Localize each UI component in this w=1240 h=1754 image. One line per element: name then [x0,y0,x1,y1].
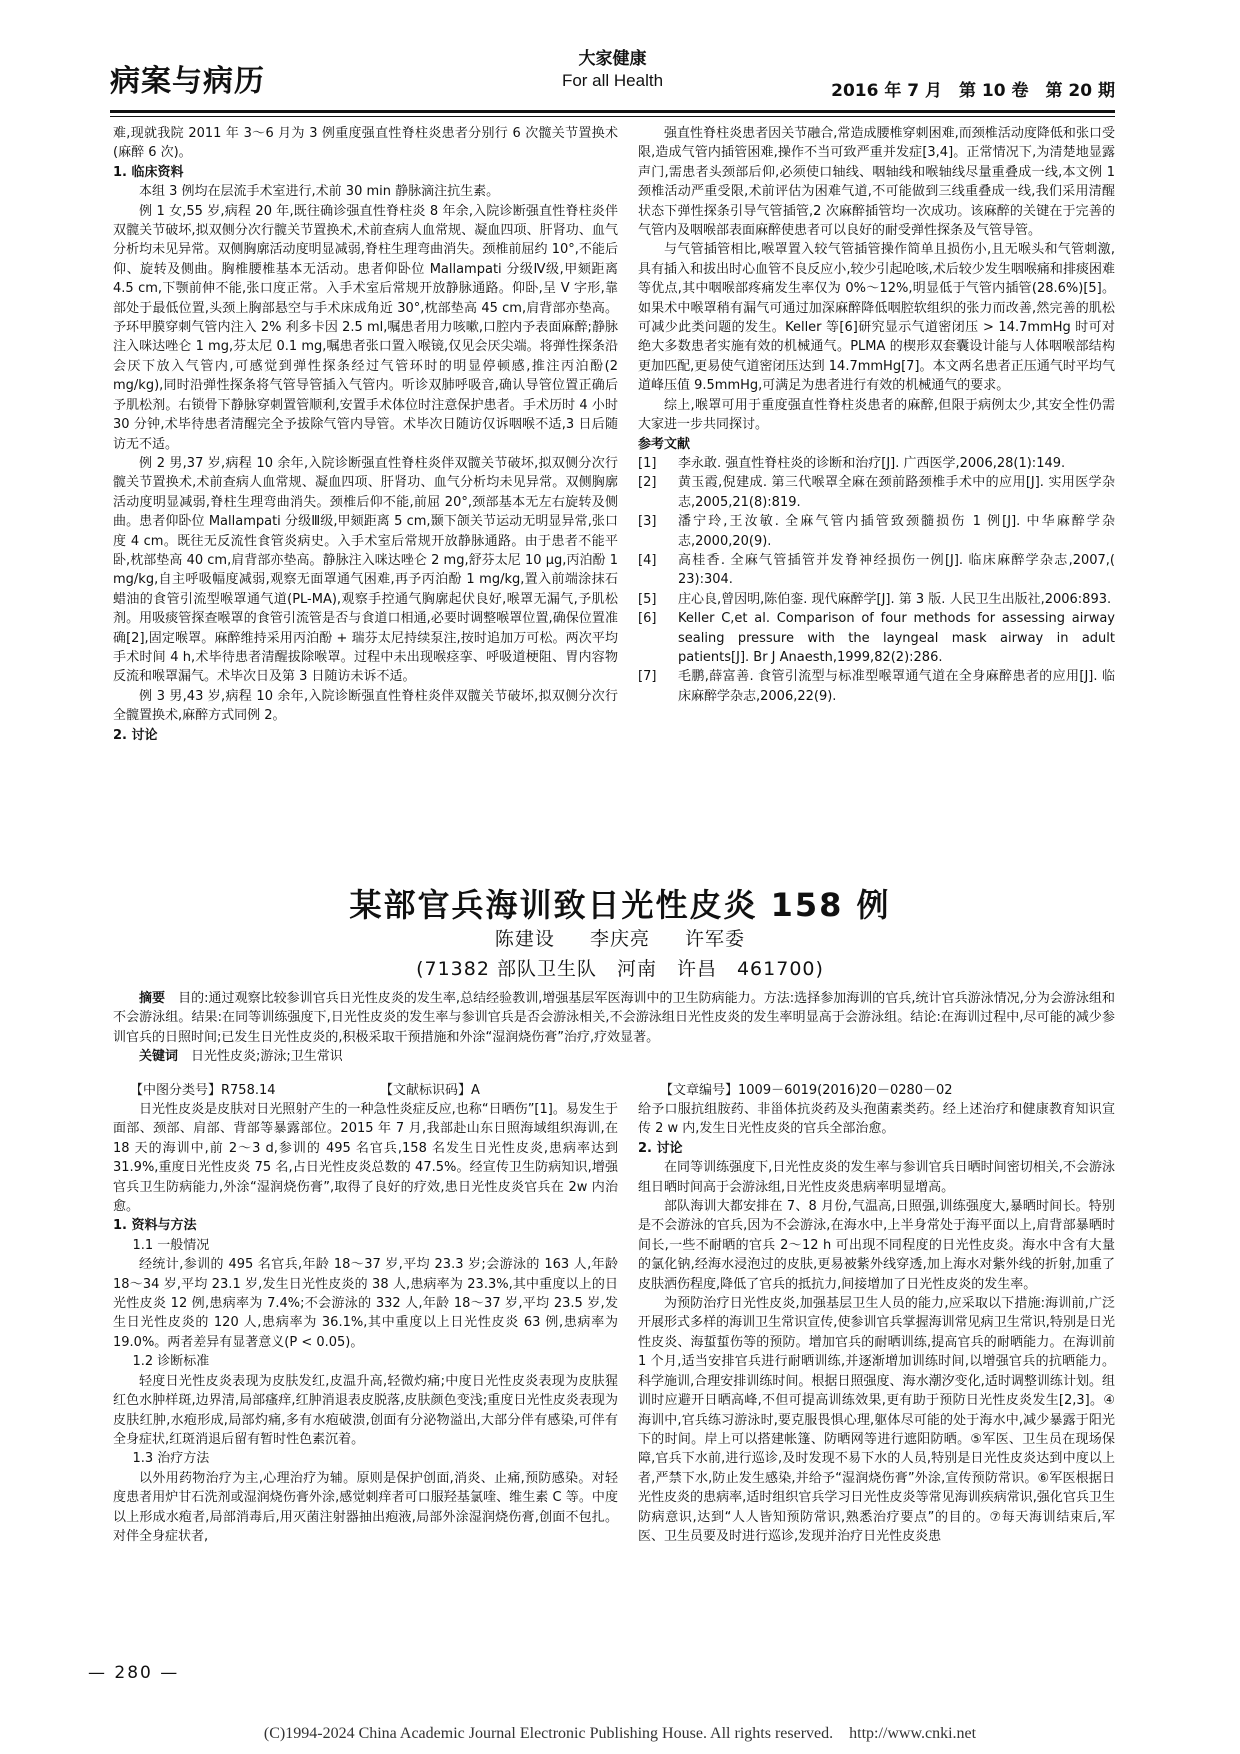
body-paragraph: 给予口服抗组胺药、非甾体抗炎药及头孢菌素类药。经上述治疗和健康教育知识宣传 2 w 内,发生日光性皮炎的官兵全部治愈。 [638,1102,1115,1137]
section-heading: 1.2 诊断标准 [132,1354,210,1370]
reference-item [638,512,1115,551]
article1-right-column [638,124,1115,706]
reference-text: 黄玉霞,倪建成. 第三代喉罩全麻在颈前路颈椎手术中的应用[J]. 实用医学杂志,2005,21(8):819. [678,475,1115,510]
journal-name-en: For all Health [561,71,664,90]
abstract-label: 摘要 [139,991,166,1006]
article-number: 【文章编号】1009－6019(2016)20－0280－02 [660,1083,953,1098]
author-name: 陈建设 [494,928,555,950]
running-header [110,40,1115,106]
body-paragraph: 强直性脊柱炎患者因关节融合,常造成腰椎穿刺困难,而颈椎活动度降低和张口受限,造成气管内插管困难,操作不当可致严重并发症[3,4]。正常情况下,为清楚地显露声门,需患者头颈部后仰,必须使口轴线、咽轴线和喉轴线尽量重叠成一线,本文例 1 颈椎活动严重受限,术前评估为困难气道,不可能做到三线重叠成一线,我们采用清醒状态下弹性探条引导气管插管,2 次麻醉插管均一次成功。该麻醉的关键在于完善的气管内及咽喉部表面麻醉使患者可以良好的耐受弹性探条及气管导管。 [638,126,1115,239]
article2-title: 某部官兵海训致日光性皮炎 158 例 [349,886,891,924]
section-heading: 1. 资料与方法 [113,1218,197,1234]
body-paragraph: 例 1 女,55 岁,病程 20 年,既往确诊强直性脊柱炎 8 年余,入院诊断强直性脊柱炎伴双髋关节破坏,拟双侧分次行髋关节置换术,术前查病人血常规、凝血四项、肝肾功、血气分析均未见异常。双侧胸廓活动度明显减弱,脊柱生理弯曲消失。颈椎前屈约 10°,不能后仰、旋转及侧曲。胸椎腰椎基本无活动。患者仰卧位 Mallampati 分级Ⅳ级,甲颏距离 4.5 cm,下颚前伸不能,张口度正常。入手术室后常规开放静脉通路。仰卧,呈 V 字形,靠部处于最低位置,头颈上胸部悬空与手术床成角近 30°,枕部垫高 45 cm,肩背部亦垫高。予环甲膜穿刺气管内注入 2% 利多卡因 2.5 ml,嘱患者用力咳嗽,口腔内予表面麻醉;静脉注入咪达唑仑 1 mg,芬太尼 0.1 mg,嘱患者张口置入喉镜,仅见会厌尖端。将弹性探条沿会厌下放入气管内,可感觉到弹性探条经过气管环时的明显停顿感,推注丙泊酚(2 mg/kg),同时沿弹性探条将气管导管插入气管内。听诊双肺呼吸音,确认导管位置正确后予肌松剂。右锁骨下静脉穿刺置管顺利,安置手术体位时注意保护患者。手术历时 4 小时 30 分钟,术毕待患者清醒完全予拔除气管内导管。术毕次日随访仅诉咽喉不适,3 日后随访无不适。 [113,203,618,452]
body-paragraph: 部队海训大都安排在 7、8 月份,气温高,日照强,训练强度大,暴晒时间长。特别是不会游泳的官兵,因为不会游泳,在海水中,上半身常处于海平面以上,肩背部暴晒时间长,一些不耐晒的官兵 2～12 h 可出现不同程度的日光性皮炎。海水中含有大量的氯化钠,经海水浸泡过的皮肤,更易被紫外线穿透,加上海水对紫外线的折射,加重了皮肤洒伤程度,降低了官兵的抵抗力,间接增加了日光性皮炎的发生率。 [638,1199,1115,1292]
section-heading: 1.3 治疗方法 [132,1451,210,1467]
reference-number: [5] [638,591,657,607]
reference-item [638,609,1115,667]
body-paragraph: 轻度日光性皮炎表现为皮肤发红,皮温升高,轻微灼痛;中度日光性皮炎表现为皮肤猩红色水肿样斑,边界清,局部瘙痒,红肿消退表皮脱落,皮肤颜色变浅;重度日光性皮炎表现为皮肤红肿,水疱形成,局部灼痛,多有水疱破溃,创面有分泌物溢出,大部分伴有感染,可伴有全身症状,红斑消退后留有暂时性色素沉着。 [113,1373,618,1447]
reference-item [638,667,1115,706]
article2-right-column [638,1100,1115,1546]
article1-left-column [113,124,618,745]
body-paragraph: 与气管插管相比,喉罩置入较气管插管操作简单且损伤小,且无喉头和气管刺激,具有插入和拔出时心血管不良反应小,较少引起呛咳,术后较少发生咽喉痛和排痰困难等优点,其中咽喉部疼痛发生率仅为 0%～12%,明显低于气管内插管(28.6%)[5]。如果术中喉罩稍有漏气可通过加深麻醉降低咽腔软组织的张力而改善,然完善的肌松可减少此类问题的发生。Keller 等[6]研究显示气道密闭压 > 14.7mmHg 时可对绝大多数患者实施有效的机械通气。PLMA 的楔形双套囊设计能与人体咽喉部结构更加匹配,更易使气道密闭压达到 14.7mmHg[7]。本文两名患者正压通气时平均气道峰压值 9.5mmHg,可满足为患者进行有效的机械通气的要求。 [638,242,1115,394]
reference-item [638,551,1115,590]
body-paragraph: 本组 3 例均在层流手术室进行,术前 30 min 静脉滴注抗生素。 [139,184,500,200]
body-paragraph: 经统计,参训的 495 名官兵,年龄 18～37 岁,平均 23.3 岁;会游泳的 163 人,年龄 18～34 岁,平均 23.1 岁,发生日光性皮炎的 38 人,患病率为 23.3%,其中重度以上的日光性皮炎 12 例,患病率为 7.4%;不会游泳的 332 人,年龄 18～37 岁,平均 23.5 岁,发生日光性皮炎的 120 人,患病率为 36.1%,其中重度以上日光性皮炎 63 例,患病率为 19.0%。两者差异有显著意义(P < 0.05)。 [113,1257,618,1350]
reference-number: [4] [638,552,657,568]
body-paragraph: 在同等训练强度下,日光性皮炎的发生率与参训官兵日晒时间密切相关,不会游泳组日晒时间高于会游泳组,日光性皮炎患病率明显增高。 [638,1160,1115,1195]
section-heading: 2. 讨论 [638,1140,683,1156]
abstract-text: 目的:通过观察比较参训官兵日光性皮炎的发生率,总结经验教训,增强基层军医海训中的卫生防病能力。方法:选择参加海训的官兵,统计官兵游泳情况,分为会游泳组和不会游泳组。结果:在同等训练强度下,日光性皮炎的发生率与参训官兵是否会游泳相关,不会游泳组日光性皮炎的发生率明显高于会游泳组。结论:在海训过程中,尽可能的减少参训官兵的日照时间;已发生日光性皮炎的,积极采取干预措施和外涂“湿润烧伤膏”治疗,疗效显著。 [113,991,1115,1045]
header-rule-thin [110,116,1115,117]
journal-name-cn: 大家健康 [578,49,647,69]
section-heading: 2. 讨论 [113,727,158,743]
clc-number: 【中图分类号】R758.14 [130,1083,276,1098]
reference-text: 李永敢. 强直性脊柱炎的诊断和治疗[J]. 广西医学,2006,28(1):149. [678,455,1066,471]
article2-authors [0,924,1240,951]
reference-number: [6] [638,611,657,627]
section-heading: 1. 临床资料 [113,164,184,180]
section-title: 病案与病历 [110,64,265,99]
copyright-line: (C)1994-2024 China Academic Journal Electronic Publishing House. All rights reserved. http://www.cnki.net [263,1725,977,1742]
keywords-text: 日光性皮炎;游泳;卫生常识 [191,1049,343,1065]
article2-affiliation: (71382 部队卫生队 河南 许昌 461700) [416,958,824,980]
body-paragraph: 例 2 男,37 岁,病程 10 余年,入院诊断强直性脊柱炎伴双髋关节破坏,拟双侧分次行髋关节置换术,术前查病人血常规、凝血四项、肝肾功、血气分析均未见异常。双侧胸廓活动度明显减弱,脊柱生理弯曲消失。颈椎后仰不能,前屈 20°,颈部基本无左右旋转及侧曲。患者仰卧位 Mallampati 分级Ⅲ级,甲颏距离 5 cm,颞下颌关节运动无明显异常,张口度 4 cm。既往无反流性食管炎病史。入手术室后常规开放静脉通路。由于患者不能平卧,枕部垫高 40 cm,肩背部亦垫高。静脉注入咪达唑仑 2 mg,舒芬太尼 10 μg,丙泊酚 1 mg/kg,自主呼吸幅度减弱,观察无面罩通气困难,再予丙泊酚 1 mg/kg,置入前端涂抹石蜡油的食管引流型喉罩通气道(PL-MA),观察手控通气胸廓起伏良好,喉罩无漏气,予肌松剂。用吸痰管探查喉罩的食管引流管是否与食道口相通,必要时调整喉罩位置,确保位置准确[2],固定喉罩。麻醉维持采用丙泊酚 + 瑞芬太尼持续泵注,按时追加万可松。两次平均手术时间 4 h,术毕待患者清醒拔除喉罩。过程中未出现喉痉挛、呼吸道梗阻、胃内容物反流和喉罩漏气。术毕次日及第 3 日随访未诉不适。 [113,455,618,685]
reference-text: 高桂香. 全麻气管插管并发脊神经损伤一例[J]. 临床麻醉学杂志,2007,( 23):304. [678,552,1115,588]
author-name: 许军委 [685,928,746,950]
section-heading: 1.1 一般情况 [132,1237,210,1253]
article1-discussion [638,124,1115,435]
header-rule [110,110,1115,113]
article2-abstract [113,989,1115,1067]
reference-number: [3] [638,514,657,530]
body-paragraph: 综上,喉罩可用于重度强直性脊柱炎患者的麻醉,但限于病例太少,其安全性仍需大家进一步共同探讨。 [638,397,1115,433]
article2-left-column [113,1100,618,1546]
body-paragraph: 例 3 男,43 岁,病程 10 余年,入院诊断强直性脊柱炎伴双髋关节破坏,拟双侧分次行全髋置换术,麻醉方式同例 2。 [113,688,618,724]
issue-info: 2016 年 7 月 第 10 卷 第 20 期 [831,81,1115,101]
reference-number: [7] [638,669,657,685]
keywords-label: 关键词 [139,1049,179,1065]
reference-text: 庄心良,曾因明,陈伯銮. 现代麻醉学[J]. 第 3 版. 人民卫生出版社,2006:893. [678,591,1112,607]
reference-item [638,454,1115,473]
references-title: 参考文献 [638,436,691,452]
reference-number: [2] [638,475,657,491]
author-name: 李庆亮 [589,928,650,950]
body-paragraph: 难,现就我院 2011 年 3～6 月为 3 例重度强直性脊柱炎患者分别行 6 次髋关节置换术(麻醉 6 次)。 [113,126,618,161]
reference-text: 潘宁玲,王汝敏. 全麻气管内插管致颈髓损伤 1 例[J]. 中华麻醉学杂志,2000,20(9). [678,514,1115,549]
body-paragraph: 日光性皮炎是皮肤对日光照射产生的一种急性炎症反应,也称“日晒伤”[1]。易发生于面部、颈部、肩部、背部等暴露部位。2015 年 7 月,我部赴山东日照海域组织海训,在 18 天的海训中,前 2～3 d,参训的 495 名官兵,158 名发生日光性皮炎,患病率达到 31.9%,重度日光性皮炎 75 名,占日光性皮炎总数的 47.5%。经宣传卫生防病知识,增强官兵卫生防病能力,外涂“湿润烧伤膏”,取得了良好的疗效,患日光性皮炎官兵在 2w 内治愈。 [113,1102,618,1215]
body-paragraph: 以外用药物治疗为主,心理治疗为辅。原则是保护创面,消炎、止痛,预防感染。对轻度患者用炉甘石洗剂或湿润烧伤膏外涂,感觉刺痒者可口服羟基氯喹、维生素 C 等。中度以上形成水疱者,局部消毒后,用灭菌注射器抽出疱液,局部外涂湿润烧伤膏,创面不包扎。对伴全身症状者, [113,1470,618,1544]
page-number: — 280 — [88,1663,180,1683]
references-list [638,454,1115,706]
body-paragraph: 为预防治疗日光性皮炎,加强基层卫生人员的能力,应采取以下措施:海训前,广泛开展形式多样的海训卫生常识宣传,使参训官兵掌握海训常见病卫生常识,特别是日光性皮炎、海蜇蜇伤等的预防。增加官兵的耐晒训练,提高官兵的耐晒能力。在海训前 1 个月,适当安排官兵进行耐晒训练,并逐渐增加训练时间,以增强官兵的抗晒能力。科学施训,合理安排训练时间。根据日照强度、海水潮汐变化,适时调整训练计划。组训时应避开日晒高峰,不但可提高训练效果,更有助于预防日光性皮炎发生[2,3]。④海训中,官兵练习游泳时,要克服畏惧心理,躯体尽可能的处于海水中,减少暴露于阳光下的时间。岸上可以搭建帐篷、防晒网等进行遮阳防晒。⑤军医、卫生员在现场保障,官兵下水前,进行巡诊,及时发现不易下水的人员,特别是日光性皮炎达到中度以上者,严禁下水,防止发生感染,并给予“湿润烧伤膏”外涂,宣传预防常识。⑥军医根据日光性皮炎的患病率,适时组织官兵学习日光性皮炎等常见海训疾病常识,强化官兵卫生防病意识,达到“人人皆知预防常识,熟悉治疗要点”的目的。⑦每天海训结束后,军医、卫生员要及时进行巡诊,发现并治疗日光性皮炎患 [638,1296,1115,1544]
reference-item [638,590,1115,609]
reference-number: [1] [638,455,657,471]
reference-item [638,473,1115,512]
document-code: 【文献标识码】A [380,1083,480,1098]
reference-text: 毛鹏,薛富善. 食管引流型与标准型喉罩通气道在全身麻醉患者的应用[J]. 临床麻醉学杂志,2006,22(9). [678,669,1115,704]
reference-text: Keller C,et al. Comparison of four methods for assessing airway sealing pressure with the layngeal mask airway in adult patients[J]. Br J Anaesth,1999,82(2):286. [678,611,1115,665]
